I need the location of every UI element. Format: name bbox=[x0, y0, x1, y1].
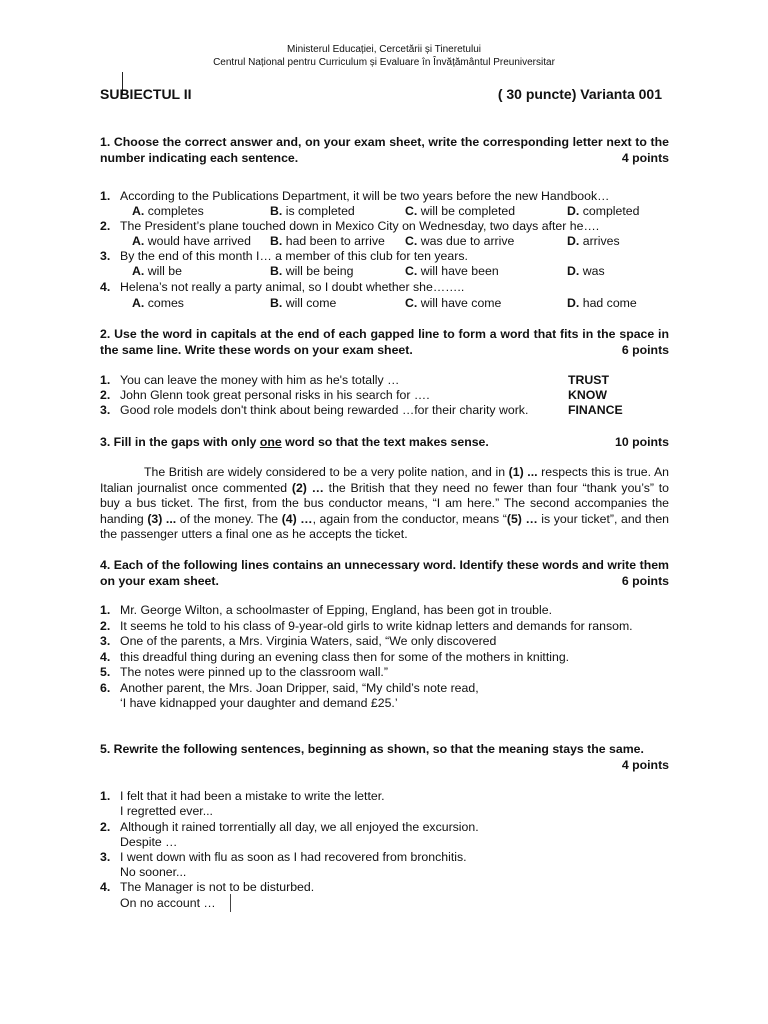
s5-start-2: Despite … bbox=[120, 835, 178, 849]
section-3-points: 10 points bbox=[615, 435, 669, 449]
variant-label: ( 30 puncte) Varianta 001 bbox=[497, 86, 662, 102]
s4-line-1: 1. Mr. George Wilton, a schoolmaster of Epping, England, has been got in trouble. bbox=[100, 603, 553, 617]
s1-q3-option-b: B. will be being bbox=[270, 264, 354, 278]
section-2-points: 6 points bbox=[621, 342, 669, 357]
s1-q3-option-c: C. will have been bbox=[405, 264, 499, 278]
s1-q2-option-a: A. would have arrived bbox=[132, 234, 251, 248]
s2-item-1: 1. You can leave the money with him as he's totally … bbox=[100, 373, 400, 387]
section-2-instruction: 2. Use the word in capitals at the end of each gapped line to form a word that fits in the space in the same line. Write these words on your exam sheet. 6 points bbox=[100, 327, 669, 357]
s2-keyword-1: TRUST bbox=[568, 373, 609, 387]
s1-q4-option-a: A. comes bbox=[132, 296, 184, 310]
section-1-points: 4 points bbox=[621, 150, 669, 165]
s2-keyword-3: FINANCE bbox=[568, 403, 623, 417]
s1-q3-option-a: A. will be bbox=[132, 264, 182, 278]
s5-sentence-2: 2. Although it rained torrentially all day, we all enjoyed the excursion. bbox=[100, 820, 479, 834]
s2-item-3: 3. Good role models don't think about being rewarded …for their charity work. bbox=[100, 403, 529, 417]
center-header: Centrul Național pentru Curriculum și Evaluare în Învățământul Preuniversitar bbox=[213, 57, 555, 68]
s1-q4-option-c: C. will have come bbox=[405, 296, 502, 310]
s1-question-2: 2. The President’s plane touched down in Mexico City on Wednesday, two days after he…. bbox=[100, 219, 600, 233]
s1-q1-option-a: A. completes bbox=[132, 204, 204, 218]
s1-question-1: 1. According to the Publications Department, it will be two years before the new Handbook… bbox=[100, 189, 610, 203]
section-1-instruction: 1. Choose the correct answer and, on your exam sheet, write the corresponding letter next to the number indicating each sentence. 4 points bbox=[100, 135, 669, 165]
s1-q1-option-b: B. is completed bbox=[270, 204, 355, 218]
s1-q4-option-b: B. will come bbox=[270, 296, 337, 310]
s4-line-4: 4. this dreadful thing during an evening class then for some of the mothers in knitting. bbox=[100, 650, 570, 664]
s1-q2-option-b: B. had been to arrive bbox=[270, 234, 385, 248]
s4-line-7: ‘I have kidnapped your daughter and demand £25.’ bbox=[120, 696, 398, 710]
s1-question-4: 4. Helena’s not really a party animal, so I doubt whether she…….. bbox=[100, 280, 465, 294]
s5-sentence-1: 1. I felt that it had been a mistake to write the letter. bbox=[100, 789, 385, 803]
s5-start-3: No sooner... bbox=[120, 865, 187, 879]
s1-question-3: 3. By the end of this month I… a member of this club for ten years. bbox=[100, 249, 468, 263]
cloze-text: The British are widely considered to be a very polite nation, and in (1) ... respects this is true. An Italian journalist once commented (2) … the British that they need no fewer than four “thank you’s” to buy a bus ticket. The first, from the bus conductor means, “I am here.” The second accompanies the handing (3) ... of the money. The (4) …, again from the conductor, means “(5) … is your ticket”, and then the passenger utters a final one as he accepts the ticket. bbox=[100, 465, 670, 541]
s2-keyword-2: KNOW bbox=[568, 388, 607, 402]
s4-line-6: 6. Another parent, the Mrs. Joan Dripper, said, “My child’s note read, bbox=[100, 681, 479, 695]
section-5-instruction: 5. Rewrite the following sentences, beginning as shown, so that the meaning stays the same. 4 points bbox=[100, 742, 669, 772]
section-3-instruction: 3. Fill in the gaps with only one word so that the text makes sense. 10 points bbox=[100, 435, 669, 449]
s4-line-5: 5. The notes were pinned up to the classroom wall.” bbox=[100, 665, 388, 679]
s5-sentence-4: 4. The Manager is not to be disturbed. bbox=[100, 880, 315, 894]
section-5-points: 4 points bbox=[621, 757, 669, 772]
s1-q2-option-c: C. was due to arrive bbox=[405, 234, 515, 248]
s1-q2-option-d: D. arrives bbox=[567, 234, 620, 248]
section-4-instruction: 4. Each of the following lines contains an unnecessary word. Identify these words and write them on your exam sheet. 6 points bbox=[100, 558, 669, 588]
ministry-header: Ministerul Educației, Cercetării și Tineretului bbox=[287, 44, 481, 55]
s5-start-1: I regretted ever... bbox=[120, 804, 213, 818]
section-4-points: 6 points bbox=[621, 573, 669, 588]
s4-line-3: 3. One of the parents, a Mrs. Virginia Waters, said, “We only discovered bbox=[100, 634, 497, 648]
s5-start-4: On no account … bbox=[120, 896, 216, 910]
s2-item-2: 2. John Glenn took great personal risks in his search for …. bbox=[100, 388, 430, 402]
s1-q4-option-d: D. had come bbox=[567, 296, 637, 310]
s1-q3-option-d: D. was bbox=[567, 264, 605, 278]
s1-q1-option-d: D. completed bbox=[567, 204, 640, 218]
s5-sentence-3: 3. I went down with flu as soon as I had recovered from bronchitis. bbox=[100, 850, 467, 864]
subject-title: SUBIECTUL II bbox=[100, 86, 192, 102]
text-cursor bbox=[230, 894, 231, 912]
s1-q1-option-c: C. will be completed bbox=[405, 204, 516, 218]
s4-line-2: 2. It seems he told to his class of 9-year-old girls to write kidnap letters and demands for ransom. bbox=[100, 619, 633, 633]
